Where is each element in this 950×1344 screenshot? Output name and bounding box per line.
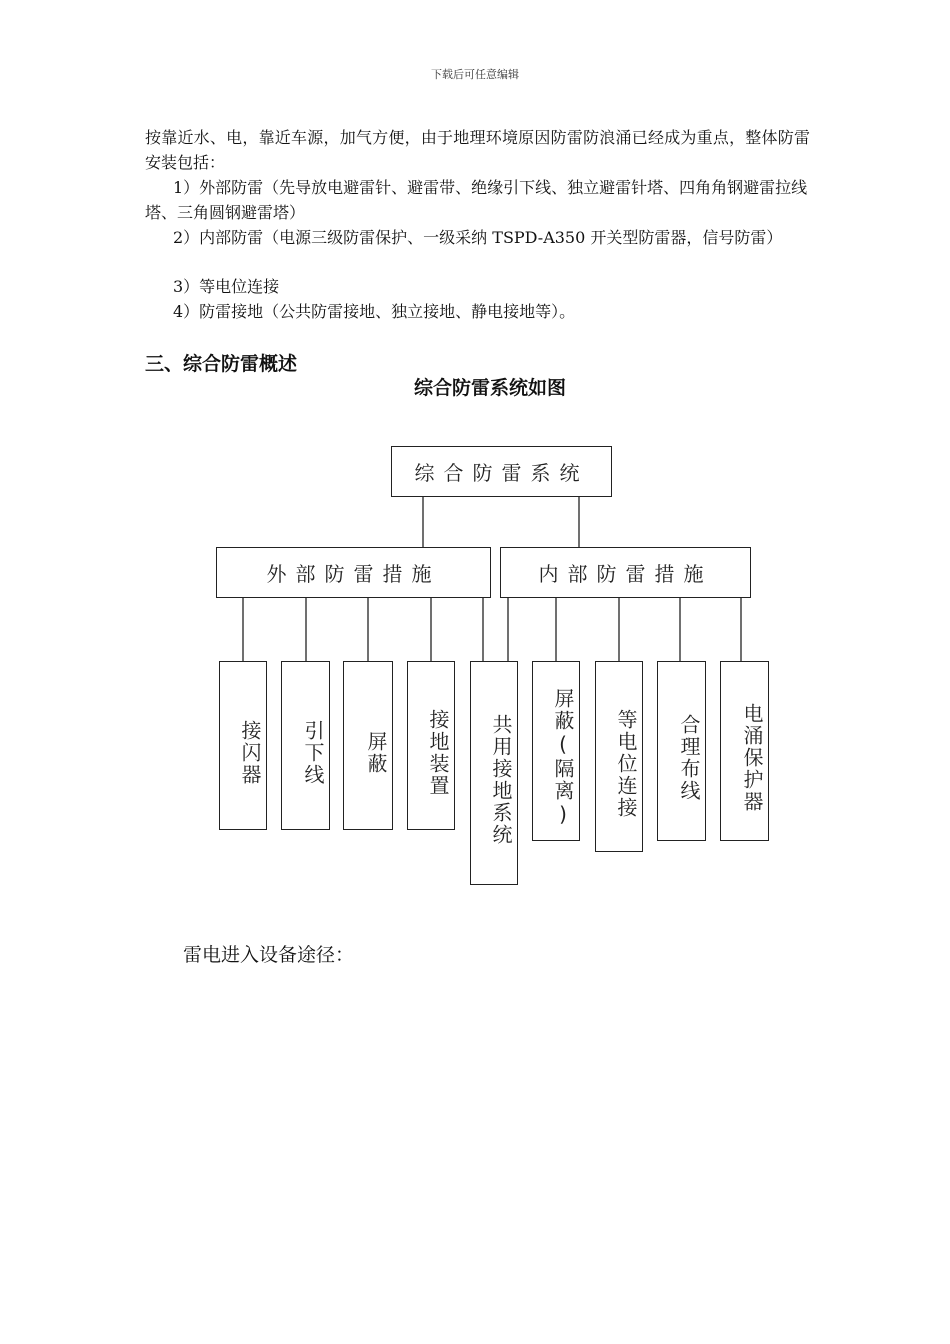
leaf-common-grounding: 共用接地系统 [470, 661, 518, 885]
leaf-shielding-isolation: 屏蔽(隔离) [532, 661, 580, 841]
leaf-grounding-device: 接地装置 [407, 661, 455, 830]
route-title: 雷电进入设备途径： [183, 944, 355, 966]
leaf-surge-protector: 电涌保护器 [720, 661, 769, 841]
internal-measures-box [500, 547, 751, 598]
leaf-air-terminal: 接闪器 [219, 661, 267, 830]
list-item-equipotential: 3）等电位连接 [173, 277, 280, 296]
intro-paragraph: 按靠近水、电，靠近车源，加气方便，由于地理环境原因防雷防浪涌已经成为重点，整体防雷安装包括： [145, 128, 810, 172]
leaf-equipotential: 等电位连接 [595, 661, 643, 852]
internal-measures-label: 内部防雷措施 [538, 562, 713, 586]
external-measures-box [216, 547, 491, 598]
root-label: 综合防雷系统 [414, 461, 589, 485]
figure-title: 综合防雷系统如图 [413, 377, 566, 399]
leaf-down-conductor: 引下线 [281, 661, 330, 830]
list-item-internal: 2）内部防雷（电源三级防雷保护、一级采纳 TSPD-A350 开关型防雷器，信号防雷） [173, 228, 783, 247]
root-box [391, 446, 612, 497]
section-title: 三、综合防雷概述 [145, 353, 298, 375]
leaf-wiring: 合理布线 [657, 661, 706, 841]
list-item-external: 1）外部防雷（先导放电避雷针、避雷带、绝缘引下线、独立避雷针塔、四角角钢避雷拉线塔、三角圆钢避雷塔） [145, 178, 808, 222]
list-item-grounding: 4）防雷接地（公共防雷接地、独立接地、静电接地等）。 [173, 302, 576, 321]
page-header: 下载后可任意编辑 [431, 68, 519, 81]
leaf-shielding: 屏蔽 [343, 661, 393, 830]
external-measures-label: 外部防雷措施 [266, 562, 441, 586]
